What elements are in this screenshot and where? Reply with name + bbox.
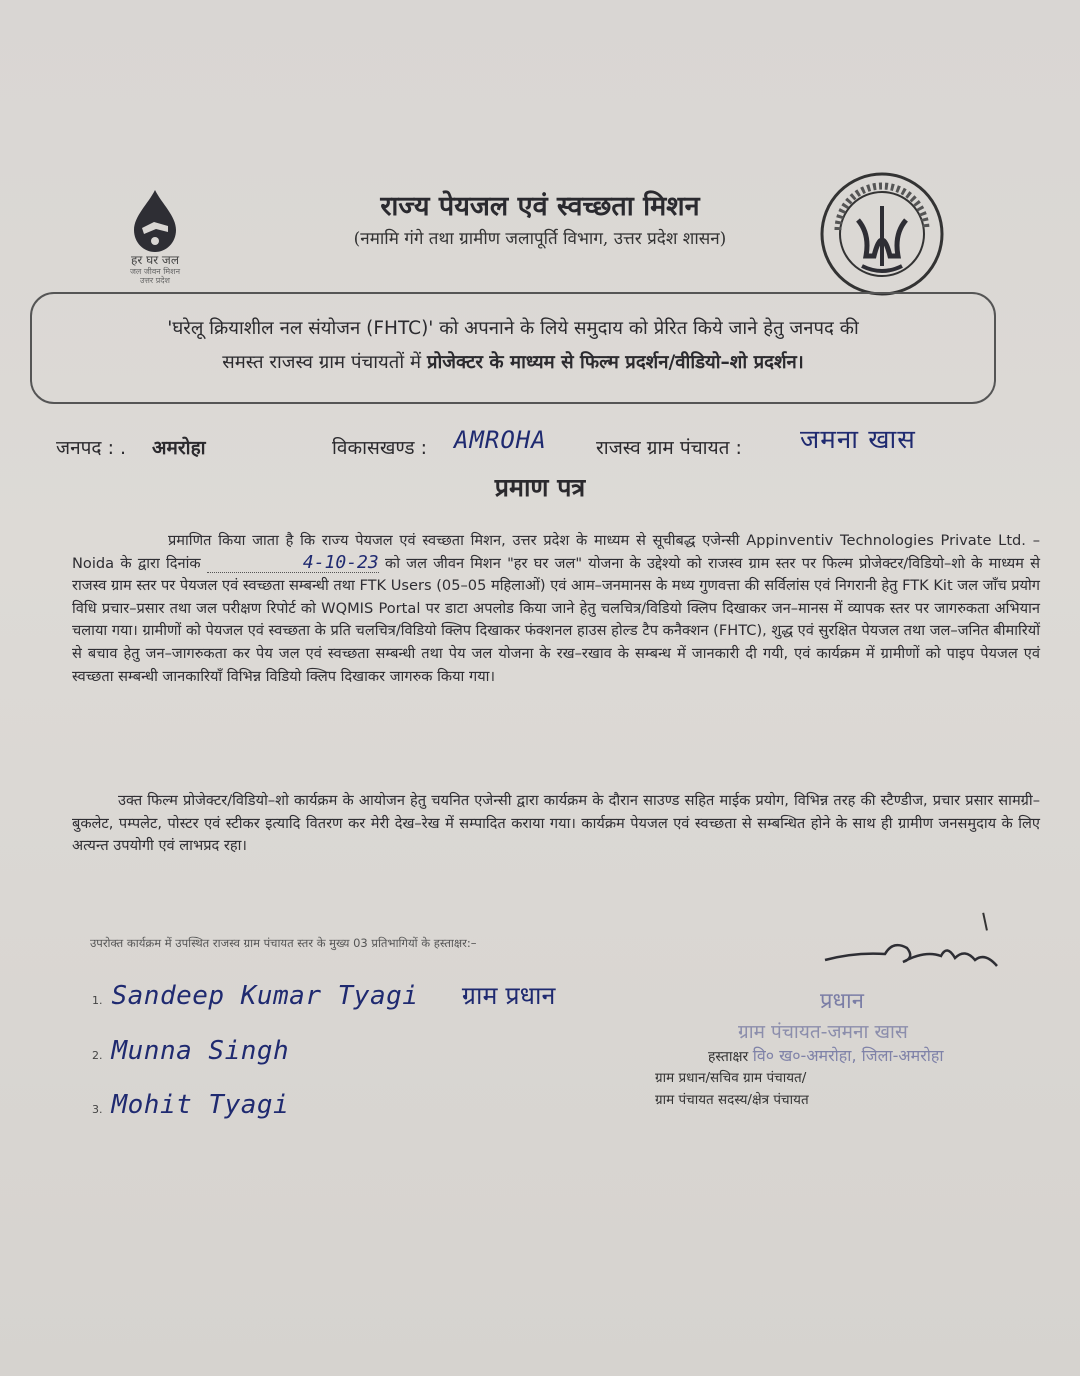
mission-subtitle: (नमामि गंगे तथा ग्रामीण जलापूर्ति विभाग, उत्तर प्रदेश शासन) [353, 229, 727, 249]
signatory-role-line-2: ग्राम पंचायत सदस्य/क्षेत्र पंचायत [655, 1092, 809, 1108]
panchayat-value: जमना खास [800, 425, 916, 455]
logo-tagline: हर घर जल [131, 253, 179, 267]
signatory-block [600, 930, 1040, 1130]
stamp-location: वि० ख०-अमरोहा, जिला-अमरोहा [752, 1046, 944, 1065]
certificate-title: प्रमाण पत्र [494, 473, 586, 502]
participant-3-number: 3. [92, 1103, 103, 1116]
logo-subtag: जल जीवन मिशन [129, 267, 181, 276]
banner-line-2-bold: प्रोजेक्टर के माध्यम से फिल्म प्रदर्शन/वीडियो–शो प्रदर्शन। [426, 352, 804, 373]
certificate-paragraph-1 [72, 530, 1040, 688]
stamp-designation: प्रधान [820, 989, 864, 1014]
panchayat-label: राजस्व ग्राम पंचायत : [596, 437, 742, 459]
pradhan-signature [815, 930, 1005, 980]
stamp-panchayat: ग्राम पंचायत-जमना खास [738, 1021, 908, 1043]
participants-intro: उपरोक्त कार्यक्रम में उपस्थित राजस्व ग्राम पंचायत स्तर के मुख्य 03 प्रतिभागियों के हस्ताक्षर:– [90, 936, 477, 950]
participant-3-name: Mohit Tyagi [111, 1090, 290, 1120]
participant-2 [92, 1036, 289, 1066]
banner-line-2-plain: समस्त राजस्व ग्राम पंचायतों में [222, 352, 427, 373]
block-label: विकासखण्ड : [332, 437, 428, 459]
participant-1 [92, 978, 555, 1012]
ink-tick-mark [982, 911, 994, 930]
logo-subtag-state: उत्तर प्रदेश [140, 276, 170, 285]
district-label: जनपद : . [56, 437, 127, 459]
sign-label: हस्ताक्षर [708, 1049, 749, 1065]
participant-1-number: 1. [92, 994, 103, 1007]
banner-line-2 [52, 346, 974, 380]
block-value: AMROHA [454, 426, 547, 454]
program-date: 4-10-23 [207, 554, 379, 573]
participant-2-number: 2. [92, 1049, 103, 1062]
location-row [56, 426, 1046, 466]
sign-and-location [708, 1044, 944, 1066]
mission-title: राज्य पेयजल एवं स्वच्छता मिशन [380, 191, 700, 222]
certificate-paragraph-2: उक्त फिल्म प्रोजेक्टर/विडियो–शो कार्यक्रम के आयोजन हेतु चयनित एजेन्सी द्वारा कार्यक्रम के दौरान साउण्ड सहित माईक प्रयोग, विभिन्न तरह की स्टैण्डीज, प्रचार प्रसार सामग्री–बुकलेट, पम्पलेट, पोस्टर एवं स्टीकर इत्यादि वितरण कर मेरी देख–रेख में सम्पादित कराया गया। कार्यक्रम पेयजल एवं स्वच्छता से सम्बन्धित होने के साथ ही ग्रामीण जनसमुदाय के लिए अत्यन्त उपयोगी एवं लाभप्रद रहा। [72, 792, 1040, 855]
paragraph-1-intro: प्रमाणित किया जाता है कि राज्य पेयजल एवं स्वच्छता मिशन, उत्तर प्रदेश के माध्यम से सूचीबद्ध एजेन्सी Appinventiv Technologies Private Ltd. – Noida के द्वारा दिनांक [72, 532, 1040, 572]
signatory-role-line-1: ग्राम प्रधान/सचिव ग्राम पंचायत/ [655, 1070, 807, 1086]
paragraph-1-body: को जल जीवन मिशन "हर घर जल" योजना के उद्देश्यो को राजस्व ग्राम स्तर पर फिल्म प्रोजेक्टर/विडियो–शो के माध्यम से राजस्व ग्राम स्तर पर पेयजल एवं स्वच्छता सम्बन्धी तथा FTK Users (05–05 महिलाओं) एवं आम–जनमानस के मध्य गुणवत्ता की सर्विलांस एवं निगरानी हेतु FTK Kit जल जाँच प्रयोग विधि प्रचार–प्रसार तथा जल परीक्षण रिपोर्ट को WQMIS Portal पर डाटा अपलोड किया जाने हेतु चलचित्र/विडियो क्लिप दिखाकर जन–मानस में व्यापक स्तर पर जागरुकता अभियान चलाया गया। ग्रामीणों को पेयजल एवं स्वच्छता के प्रति चलचित्र/विडियो क्लिप दिखाकर फंक्शनल हाउस होल्ड टैप कनैक्शन (FHTC), शुद्ध एवं सुरक्षित पेयजल तथा जल–जनित बीमारियों से बचाव हेतु जन–जागरुकता कर पेय जल एवं स्वच्छता सम्बन्धी तथा पेय जल योजना के रख–रखाव के सम्बन्ध में जानकारी दी गयी, एवं कार्यक्रम में ग्रामीणों को पाइप पेयजल एवं स्वच्छता सम्बन्धी जानकारियाँ विभिन्न विडियो क्लिप दिखाकर जागरुक किया गया। [72, 554, 1041, 685]
participant-1-name: Sandeep Kumar Tyagi [111, 981, 419, 1011]
district-value: अमरोहा [152, 437, 206, 459]
subject-banner [30, 292, 996, 404]
participant-3 [92, 1090, 289, 1120]
banner-line-1: 'घरेलू क्रियाशील नल संयोजन (FHTC)' को अपनाने के लिये समुदाय को प्रेरित किये जाने हेतु जनपद की [167, 318, 859, 339]
participant-1-title: ग्राम प्रधान [461, 981, 556, 1010]
participant-2-name: Munna Singh [111, 1036, 290, 1066]
